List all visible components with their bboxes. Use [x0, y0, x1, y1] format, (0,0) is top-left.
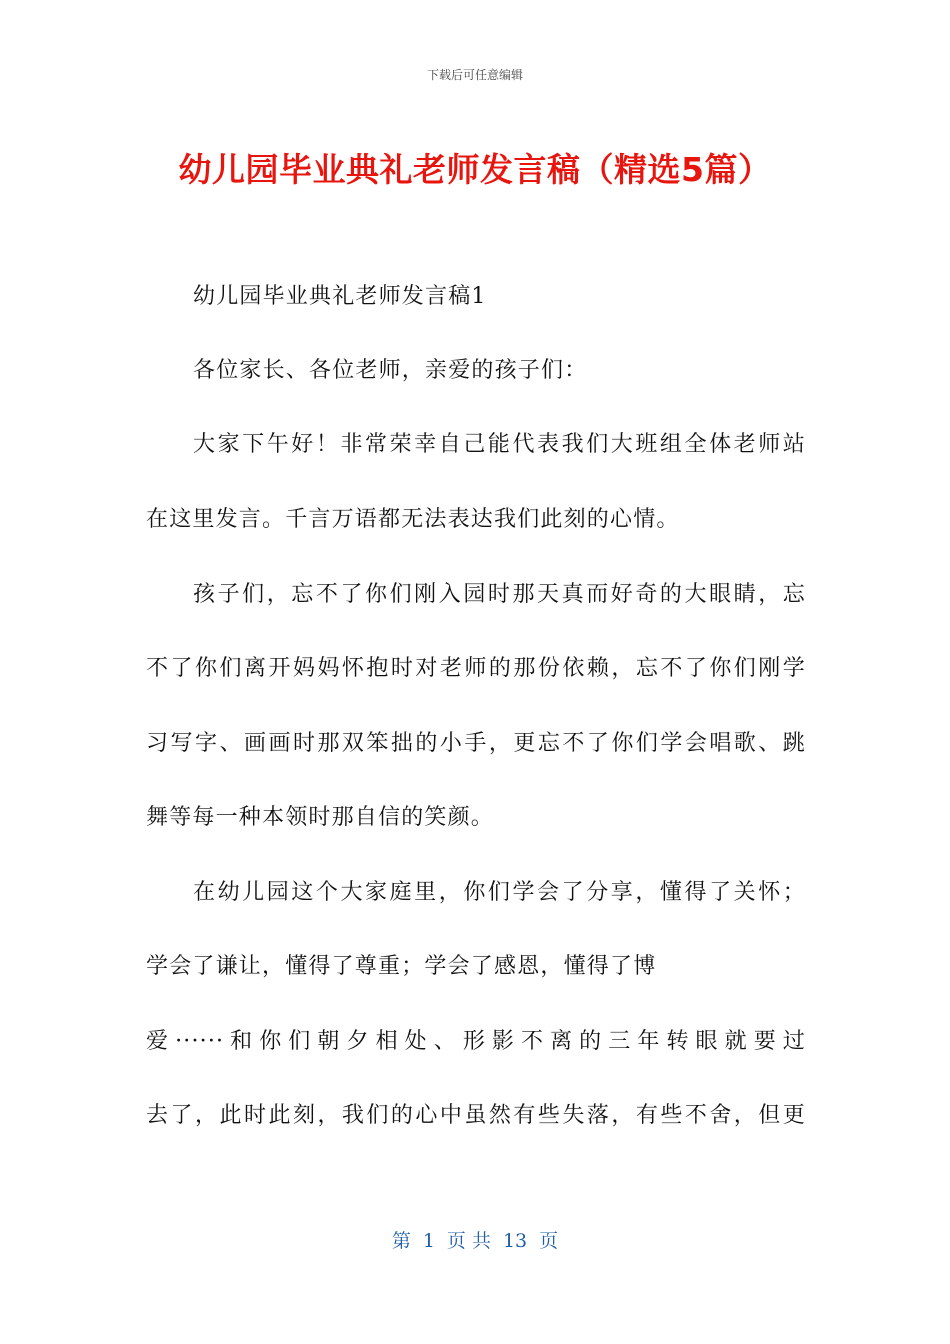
document-title: 幼儿园毕业典礼老师发言稿（精选5篇）	[178, 150, 772, 189]
salutation: 各位家长、各位老师，亲爱的孩子们：	[193, 358, 588, 383]
section-heading: 幼儿园毕业典礼老师发言稿1	[193, 284, 487, 309]
paragraph-line: 舞等每一种本领时那自信的笑颜。	[146, 805, 495, 830]
footer-total-pages: 13	[502, 1230, 528, 1252]
footer-middle: 页 共	[446, 1230, 491, 1252]
paragraph-line: 爱······和你们朝夕相处、形影不离的三年转眼就要过	[146, 1029, 806, 1054]
paragraph-line: 在幼儿园这个大家庭里，你们学会了分享，懂得了关怀；	[193, 880, 806, 905]
footer-prefix: 第	[391, 1230, 411, 1252]
paragraph-line: 习写字、画画时那双笨拙的小手，更忘不了你们学会唱歌、跳	[146, 731, 806, 756]
footer-suffix: 页	[539, 1230, 559, 1252]
footer-page-number: 1	[422, 1230, 435, 1252]
paragraph-line: 学会了谦让，懂得了尊重；学会了感恩，懂得了博	[146, 954, 657, 979]
paragraph-line: 孩子们，忘不了你们刚入园时那天真而好奇的大眼睛，忘	[193, 582, 806, 607]
paragraph-line: 去了，此时此刻，我们的心中虽然有些失落，有些不舍，但更	[146, 1103, 806, 1128]
header-note: 下载后可任意编辑	[426, 68, 523, 82]
page-footer	[0, 1226, 950, 1253]
paragraph-line: 大家下午好！非常荣幸自己能代表我们大班组全体老师站	[193, 432, 806, 457]
paragraph-line: 不了你们离开妈妈怀抱时对老师的那份依赖，忘不了你们刚学	[146, 656, 806, 681]
paragraph-line: 在这里发言。千言万语都无法表达我们此刻的心情。	[146, 507, 680, 532]
